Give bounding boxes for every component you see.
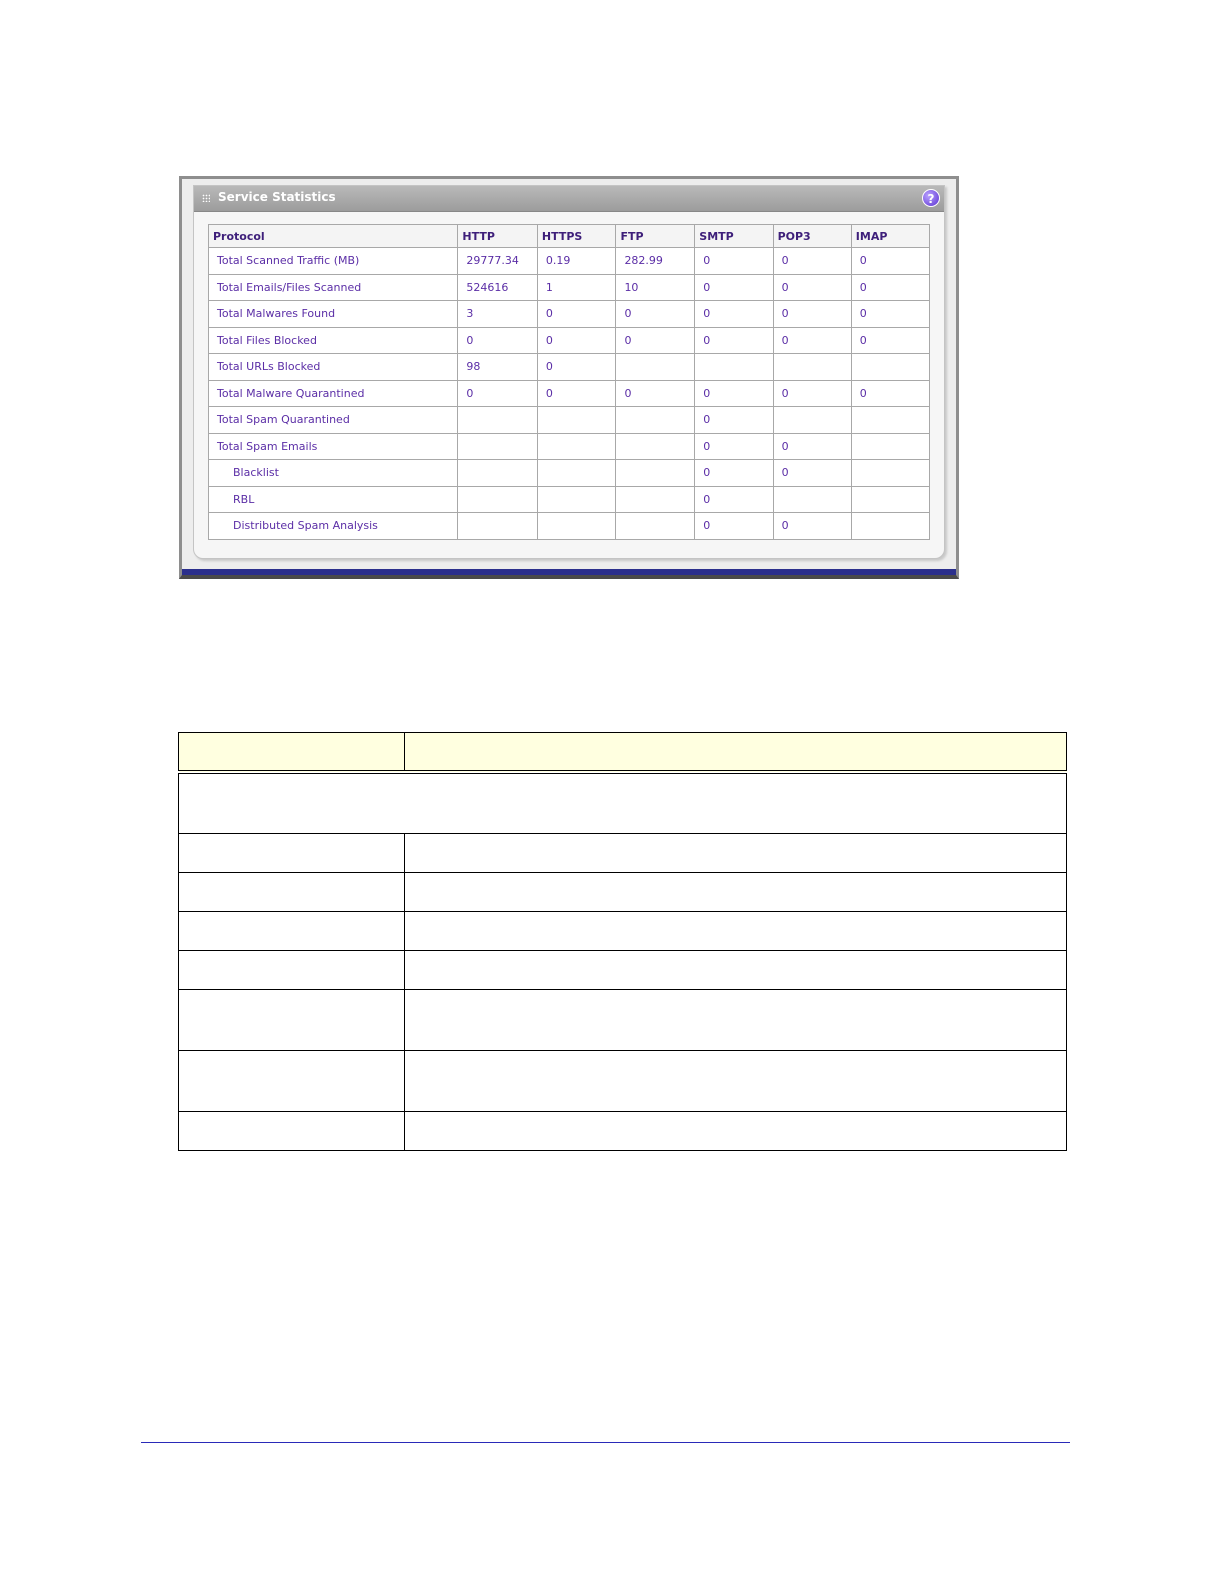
row-label: Total Malware Quarantined <box>209 380 458 407</box>
table-cell: 0 <box>773 248 851 275</box>
table-cell <box>851 407 929 434</box>
table-cell <box>405 1051 1067 1112</box>
table-cell <box>179 873 405 912</box>
table-cell <box>616 513 695 540</box>
table-cell <box>695 354 773 381</box>
panel-title: Service Statistics <box>218 190 336 204</box>
table-cell: 0 <box>616 380 695 407</box>
table-cell: 0 <box>851 274 929 301</box>
table-cell: 29777.34 <box>458 248 538 275</box>
table-cell: 0 <box>773 513 851 540</box>
table-cell: 0 <box>458 327 538 354</box>
table-cell <box>179 834 405 873</box>
table-cell <box>616 407 695 434</box>
table-cell: 0 <box>695 274 773 301</box>
section-row <box>179 772 1067 834</box>
table-cell <box>179 733 405 773</box>
service-statistics-panel <box>193 185 945 559</box>
table-row <box>209 327 930 354</box>
table-cell <box>851 354 929 381</box>
table-cell <box>537 513 616 540</box>
table-row <box>209 460 930 487</box>
table-cell <box>851 460 929 487</box>
description-table <box>178 732 1067 1151</box>
table-cell: 3 <box>458 301 538 328</box>
column-header: Protocol <box>209 225 458 248</box>
table-cell: 0 <box>537 327 616 354</box>
row-label: Blacklist <box>209 460 458 487</box>
table-cell: 524616 <box>458 274 538 301</box>
table-cell: 0 <box>695 301 773 328</box>
row-label: RBL <box>209 486 458 513</box>
table-row <box>179 1051 1067 1112</box>
table-cell <box>537 486 616 513</box>
table-cell <box>458 460 538 487</box>
table-row <box>179 990 1067 1051</box>
table-cell: 0 <box>537 380 616 407</box>
table-cell: 0 <box>695 248 773 275</box>
table-cell: 0 <box>851 301 929 328</box>
table-cell <box>616 486 695 513</box>
table-cell <box>405 1112 1067 1151</box>
table-cell: 0 <box>695 380 773 407</box>
table-cell: 0 <box>695 513 773 540</box>
table-cell: 282.99 <box>616 248 695 275</box>
column-header: FTP <box>616 225 695 248</box>
table-cell <box>851 513 929 540</box>
table-cell: 0 <box>537 354 616 381</box>
table-header-row <box>209 225 930 248</box>
row-label: Total Emails/Files Scanned <box>209 274 458 301</box>
table-row <box>179 912 1067 951</box>
table-cell <box>616 433 695 460</box>
row-label: Total Scanned Traffic (MB) <box>209 248 458 275</box>
table-cell: 0 <box>458 380 538 407</box>
table-cell <box>458 513 538 540</box>
table-cell <box>458 407 538 434</box>
table-cell: 0 <box>773 380 851 407</box>
table-cell: 0 <box>695 407 773 434</box>
row-label: Total Spam Quarantined <box>209 407 458 434</box>
table-cell <box>179 772 1067 834</box>
column-header: SMTP <box>695 225 773 248</box>
table-cell: 0 <box>616 301 695 328</box>
table-row <box>179 951 1067 990</box>
table-cell <box>458 433 538 460</box>
table-cell <box>537 407 616 434</box>
table-cell <box>405 873 1067 912</box>
table-row <box>179 834 1067 873</box>
service-statistics-screenshot <box>179 176 959 579</box>
table-row <box>179 873 1067 912</box>
table-row <box>209 433 930 460</box>
table-cell <box>773 407 851 434</box>
table-cell <box>458 486 538 513</box>
table-cell <box>616 460 695 487</box>
drag-grip-icon[interactable] <box>202 194 210 202</box>
table-row <box>179 1112 1067 1151</box>
column-header: HTTPS <box>537 225 616 248</box>
table-cell: 0 <box>773 301 851 328</box>
table-cell <box>179 1112 405 1151</box>
table-cell <box>537 460 616 487</box>
table-cell: 0 <box>851 248 929 275</box>
table-cell: 0 <box>616 327 695 354</box>
table-row <box>209 407 930 434</box>
column-header: POP3 <box>773 225 851 248</box>
row-label: Total Files Blocked <box>209 327 458 354</box>
screenshot-bottom-bar <box>182 569 956 575</box>
table-cell <box>405 733 1067 773</box>
table-cell: 0 <box>695 486 773 513</box>
table-cell <box>179 912 405 951</box>
table-row <box>209 486 930 513</box>
table-cell: 0.19 <box>537 248 616 275</box>
table-cell: 0 <box>537 301 616 328</box>
table-cell: 0 <box>773 274 851 301</box>
table-cell: 0 <box>773 327 851 354</box>
column-header: HTTP <box>458 225 538 248</box>
row-label: Total Malwares Found <box>209 301 458 328</box>
row-label: Total Spam Emails <box>209 433 458 460</box>
table-row <box>209 513 930 540</box>
table-cell <box>616 354 695 381</box>
table-cell: 0 <box>695 460 773 487</box>
table-cell: 10 <box>616 274 695 301</box>
footer-rule <box>141 1442 1070 1443</box>
table-row <box>209 274 930 301</box>
table-cell <box>537 433 616 460</box>
table-cell <box>773 354 851 381</box>
row-label: Total URLs Blocked <box>209 354 458 381</box>
table-cell <box>179 951 405 990</box>
table-cell: 0 <box>851 327 929 354</box>
table-cell <box>179 1051 405 1112</box>
table-cell <box>179 990 405 1051</box>
table-row <box>209 301 930 328</box>
table-cell <box>405 912 1067 951</box>
table-cell: 0 <box>773 433 851 460</box>
table-cell: 1 <box>537 274 616 301</box>
table-cell: 0 <box>695 327 773 354</box>
table-cell: 0 <box>695 433 773 460</box>
table-cell <box>851 433 929 460</box>
table-row <box>209 354 930 381</box>
column-header: IMAP <box>851 225 929 248</box>
table-cell <box>405 834 1067 873</box>
table-header-row <box>179 733 1067 773</box>
table-cell: 0 <box>851 380 929 407</box>
table-cell <box>851 486 929 513</box>
table-row <box>209 248 930 275</box>
row-label: Distributed Spam Analysis <box>209 513 458 540</box>
table-cell <box>405 951 1067 990</box>
table-cell: 0 <box>773 460 851 487</box>
table-cell: 98 <box>458 354 538 381</box>
table-row <box>209 380 930 407</box>
panel-header <box>194 186 944 212</box>
table-cell <box>773 486 851 513</box>
help-icon[interactable]: ? <box>922 189 940 207</box>
service-statistics-table <box>208 224 930 540</box>
table-cell <box>405 990 1067 1051</box>
